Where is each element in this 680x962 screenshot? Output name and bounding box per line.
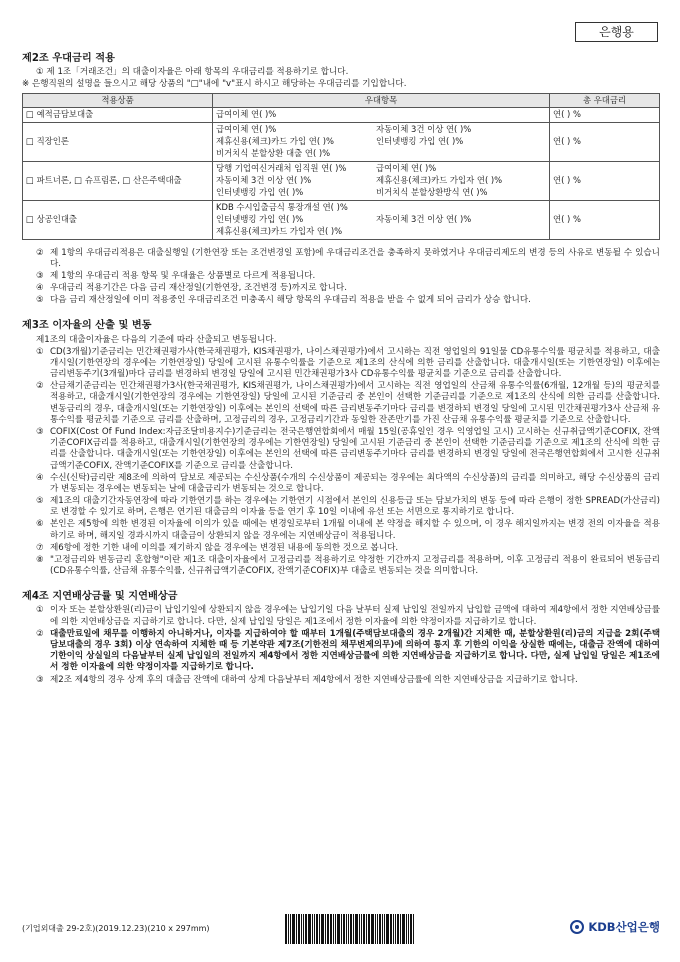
- product-cell[interactable]: □ 상공인대출: [23, 200, 213, 239]
- total-cell[interactable]: 연( ) %: [550, 200, 660, 239]
- clause: ⑥ 본인은 제5항에 의한 변경된 이자율에 이의가 있을 때에는 변경일로부터 1개월 이내에 본 약정을 해지할 수 있으며, 이 경우 해지일까지는 변경 전의 이자율을 적용하기로 하며, 해지일 경과시까지 대출금이 상환되지 않을 경우에는 지연배상금이 적용됩니다.: [36, 519, 660, 541]
- rate-item[interactable]: 자동이체 3건 이상 연( )%: [376, 213, 472, 224]
- clause: ③ COFIX(Cost Of Fund Index:자금조달비용지수)기준금리는 전국은행연합회에서 매월 15일(공휴일인 경우 익영업일 고시) 고시하는 신규취급액기준COFIX, 잔액기준COFIX금리를 적용하고, 대출개시일(기한연장의 경우에는 기한연장일) 당일에 고시된 기준금리 중 본인이 선택한 기준금리를 기준으로 제1조의 산식에 의한 금리를 산출합니다. 대출개시일(또는 기한연장일) 이후에는 본인의 선택에 따른 금리변동주기마다 금리를 변경하되 변경일 당일에 전국은행연합회에서 고시한 신규취급액기준COFIX, 잔액기준COFIX를 기준으로 금리를 산출합니다.: [36, 427, 660, 471]
- clause: ① CD(3개월)기준금리는 민간채권평가사(한국채권평가, KIS채권평가, 나이스채권평가)에서 고시하는 직전 영업일의 91일물 CD유통수익률 평균치를 적용하고, 대출개시일(기한연장의 경우에는 기한연장일) 당일에 고시된 유통수익률을 기준으로 제1조의 산식에 의한 금리를 산출합니다. 대출개시일(또는 기한연장일) 이후에는 금리변동주기(3개월)마다 금리를 변경하되 변경일 당일에 고시된 민간채권평가3사 CD유통수익률 평균치를 기준으로 금리를 산출합니다.: [36, 346, 660, 380]
- rate-item[interactable]: 제휴신용(체크)카드 가입자 연( )%: [216, 225, 343, 236]
- barcode-bar: [301, 914, 302, 944]
- clause: ⑤ 다음 금리 재산정일에 이미 적용중인 우대금리조건 미충족시 해당 항목의 우대금리 적용을 받을 수 없게 되어 금리가 상승 합니다.: [36, 295, 531, 306]
- clause: ⑦ 제6항에 정한 기한 내에 이의를 제기하지 않을 경우에는 변경된 내용에 동의한 것으로 봅니다.: [36, 542, 399, 553]
- barcode-bar: [382, 914, 383, 944]
- section-4-title: 제4조 지연배상금률 및 지연배상금: [22, 591, 178, 603]
- barcode-bar: [379, 914, 381, 944]
- clause: ③ 제 1항의 우대금리 적용 항목 및 우대율은 상품별로 다르게 적용됩니다.: [36, 270, 316, 281]
- items-cell: [213, 122, 550, 161]
- total-cell[interactable]: 연( ) %: [550, 122, 660, 161]
- barcode-bar: [341, 914, 342, 944]
- section-2-clauses: [22, 248, 660, 307]
- section-2-note: ※ 은행직원의 설명을 들으시고 해당 상품의 "□"내에 "v"표시 하시고 해당하는 우대금리를 기입합니다.: [22, 79, 407, 90]
- clause: ② 대출만료일에 채무를 이행하지 아니하거나, 이자를 지급하여야 할 때부터 1개월(주택담보대출의 경우 2개월)간 지체한 때, 분할상환원(리)금의 지급을 2회(주택담보대출의 경우 3회) 이상 연속하여 지체한 때 등 기본약관 제7조(기한전의 채무변제의무)에 의하여 통지 후 기한의 이익을 상실한 때에는, 대출금 잔액에 대하여 기한이익 상실일의 다음날부터 실제 납입일의 전일까지 제4항에서 정한 지연배상금률에 의한 지연배상금을 지급하기로 합니다. 다만, 실제 납입일 당일은 제1조에서 정한 이자율에 의한 약정이자를 지급하기로 합니다.: [36, 628, 660, 673]
- barcode-bar: [312, 914, 313, 944]
- barcode-bar: [321, 914, 324, 944]
- rate-item[interactable]: 당행 기업여신거래처 임직원 연( )%: [216, 162, 347, 173]
- barcode-bar: [335, 914, 336, 944]
- barcode-bar: [314, 914, 315, 944]
- col-total-header: 총 우대금리: [550, 93, 660, 107]
- barcode-bar: [408, 914, 409, 944]
- barcode-bar: [337, 914, 340, 944]
- product-cell[interactable]: □ 예적금담보대출: [23, 107, 213, 122]
- document-body: [22, 52, 660, 687]
- barcode-bar: [292, 914, 295, 944]
- section-4-clauses: [22, 605, 660, 685]
- barcode-bar: [386, 914, 389, 944]
- kdb-logo: [570, 920, 660, 935]
- section-3-clauses: [22, 347, 660, 577]
- barcode-bar: [290, 914, 291, 944]
- barcode-bar: [393, 914, 394, 944]
- clause: ④ 우대금리 적용기간은 다음 금리 재산정일(기한연장, 조건변경 등)까지로 합니다.: [36, 283, 347, 294]
- items-cell: [213, 161, 550, 200]
- rate-item[interactable]: 비거치식 분할상환방식 연( )%: [376, 186, 488, 197]
- table-row: [23, 107, 660, 122]
- barcode-bar: [375, 914, 376, 944]
- barcode-bar: [361, 914, 362, 944]
- barcode-bar: [400, 914, 401, 944]
- section-3-intro: 제1조의 대출이자율은 다음의 기준에 따라 산출되고 변동됩니다.: [36, 334, 277, 345]
- clause: ② 산금채기준금리는 민간채권평가3사(한국채권평가, KIS채권평가, 나이스채권평가)에서 고시하는 직전 영업일의 산금채 유통수익률(6개월, 12개월 등)의 평균치를 적용하고, 대출개시일(기한연장의 경우에는 기한연장일) 당일에 고시된 기준금리 중 본인이 선택한 기준금리를 기준으로 제1조의 산식에 의한 금리를 산출합니다. 변동금리의 경우, 대출개시일(또는 기한연장일) 이후에는 본인의 선택에 따른 금리변동주기마다 금리를 변경하되 변경일 당일에 고시된 민간채권평가3사 산금채 유통수익률 평균치를 기준으로 금리를 산출하며, 고정금리의 경우, 고정금리기간과 동일한 잔존만기를 가진 산금채 유통수익률 평균치를 기준으로 산출합니다.: [36, 381, 660, 425]
- barcode-bar: [327, 914, 329, 944]
- barcode-bar: [285, 914, 287, 944]
- barcode-bar: [410, 914, 412, 944]
- product-cell[interactable]: □ 파트너론, □ 슈프림론, □ 산은주택대출: [23, 161, 213, 200]
- barcode-bar: [288, 914, 289, 944]
- total-cell[interactable]: 연( ) %: [550, 107, 660, 122]
- barcode-bar: [377, 914, 378, 944]
- table-row: [23, 122, 660, 161]
- barcode-bar: [343, 914, 345, 944]
- barcode-bar: [319, 914, 320, 944]
- barcode-bar: [350, 914, 352, 944]
- bank-copy-badge: 은행용: [575, 22, 658, 42]
- barcode-bar: [413, 914, 414, 944]
- rate-item[interactable]: 비거치식 분할상환 대출 연( )%: [216, 147, 331, 158]
- rate-item[interactable]: 급여이체 연( )%: [216, 108, 277, 119]
- barcode-bar: [402, 914, 405, 944]
- kdb-logo-icon: [570, 920, 584, 934]
- rate-item[interactable]: KDB 수시입출금식 통장개설 연( )%: [216, 201, 348, 212]
- rate-item[interactable]: 급여이체 연( )%: [216, 123, 277, 134]
- table-row: [23, 200, 660, 239]
- logo-text: KDB산업은행: [588, 920, 660, 934]
- barcode-bar: [368, 914, 370, 944]
- barcode-bar: [305, 914, 307, 944]
- barcode-bar: [384, 914, 385, 944]
- clause: ③ 제2조 제4항의 경우 상계 후의 대출금 잔액에 대하여 상계 다음날부터 제4항에서 정한 지연배상금률에 의한 지연배상금을 지급하기로 합니다.: [36, 674, 578, 685]
- table-row: [23, 161, 660, 200]
- preferential-rate-table: [22, 93, 660, 240]
- form-code: (기업외대출 29-2호)(2019.12.23)(210 x 297mm): [22, 924, 210, 933]
- barcode-bar: [333, 914, 334, 944]
- barcode-bar: [359, 914, 360, 944]
- items-cell: [213, 200, 550, 239]
- rate-item[interactable]: 인터넷뱅킹 가입 연( )%: [216, 213, 304, 224]
- rate-item[interactable]: 제휴신용(체크)카드 가입 연( )%: [216, 135, 335, 146]
- clause: ⑧ "고정금리와 변동금리 혼합형"이란 제1조 대출이자율에서 고정금리를 적용하기로 약정한 기간까지 고정금리를 적용하며, 이후 고정금리 적용이 완료되어 변동금리(CD유통수익률, 산금채 유통수익률, 신규취급액기준COFIX, 잔액기준COFIX)부 대출로 변동되는 것을 의미합니다.: [36, 554, 660, 577]
- barcode: [285, 914, 445, 944]
- barcode-bar: [366, 914, 367, 944]
- section-3-title: 제3조 이자율의 산출 및 변동: [22, 320, 152, 332]
- rate-item[interactable]: 자동이체 3건 이상 연( )%: [216, 174, 312, 185]
- total-cell[interactable]: 연( ) %: [550, 161, 660, 200]
- barcode-bar: [330, 914, 332, 944]
- barcode-bar: [363, 914, 365, 944]
- clause: ⑤ 제1조의 대출기간자동연장에 따라 기한연기를 하는 경우에는 기한연기 시점에서 본인의 신용등급 또는 담보가치의 변동 등에 따라 은행이 정한 SPREAD(가산금리)로 변경할 수 있기로 하며, 은행은 연기된 대출금의 이자율 등을 연기 후 10일 이내에 유선 또는 서면으로 통지하기로 합니다.: [36, 496, 660, 518]
- barcode-bar: [298, 914, 300, 944]
- barcode-bar: [353, 914, 354, 944]
- barcode-bar: [371, 914, 374, 944]
- page-footer: [22, 914, 660, 944]
- barcode-bar: [296, 914, 297, 944]
- barcode-bar: [355, 914, 358, 944]
- clause: ① 이자 또는 분할상환원(리)금이 납입기일에 상환되지 않을 경우에는 납입기일 다음 날부터 실제 납입일 전일까지 납입할 금액에 대하여 제4항에서 정한 지연배상금률에 의한 지연배상금을 지급하기로 합니다. 다만, 실제 납입일 당일은 제1조에서 정한 이자율에 의한 약정이자를 지급하기로 합니다.: [36, 605, 660, 627]
- col-product-header: 적용상품: [23, 93, 213, 107]
- barcode-bar: [395, 914, 396, 944]
- clause: ④ 수신(신탁)금리란 제8조에 의하여 담보로 제공되는 수신상품(수개의 수신상품이 제공되는 경우에는 최다액의 수신상품)의 금리를 의미하고, 해당 수신상품의 금리가 변동되는 경우에는 변동되는 날에 대출금리가 변동되는 것으로 합니다.: [36, 472, 660, 494]
- barcode-bar: [303, 914, 304, 944]
- clause: ② 제 1항의 우대금리적용은 대출실행일 (기한연장 또는 조건변경일 포함)에 우대금리조건을 충족하지 못하였거나 우대금리제도의 변경 등의 사유로 변동될 수 있습니다.: [36, 247, 660, 269]
- rate-item[interactable]: 인터넷뱅킹 가입 연( )%: [216, 186, 304, 197]
- rate-item[interactable]: 자동이체 3건 이상 연( )%: [376, 123, 472, 134]
- section-2-intro: ① 제 1조「거래조건」의 대출이자율은 아래 항목의 우대금리를 적용하기로 합니다.: [36, 67, 349, 78]
- rate-item[interactable]: 급여이체 연( )%: [376, 162, 437, 173]
- barcode-bar: [397, 914, 399, 944]
- barcode-bar: [308, 914, 311, 944]
- product-cell[interactable]: □ 직장인론: [23, 122, 213, 161]
- rate-item[interactable]: 인터넷뱅킹 가입 연( )%: [376, 135, 464, 146]
- barcode-bar: [348, 914, 349, 944]
- section-2-title: 제2조 우대금리 적용: [22, 53, 115, 64]
- items-cell: [213, 107, 550, 122]
- table-header-row: [23, 93, 660, 107]
- rate-item[interactable]: 제휴신용(체크)카드 가입자 연( )%: [376, 174, 503, 185]
- barcode-bar: [316, 914, 318, 944]
- barcode-bar: [325, 914, 326, 944]
- barcode-bar: [346, 914, 347, 944]
- barcode-bar: [406, 914, 407, 944]
- col-items-header: 우대항목: [213, 93, 550, 107]
- barcode-bar: [390, 914, 392, 944]
